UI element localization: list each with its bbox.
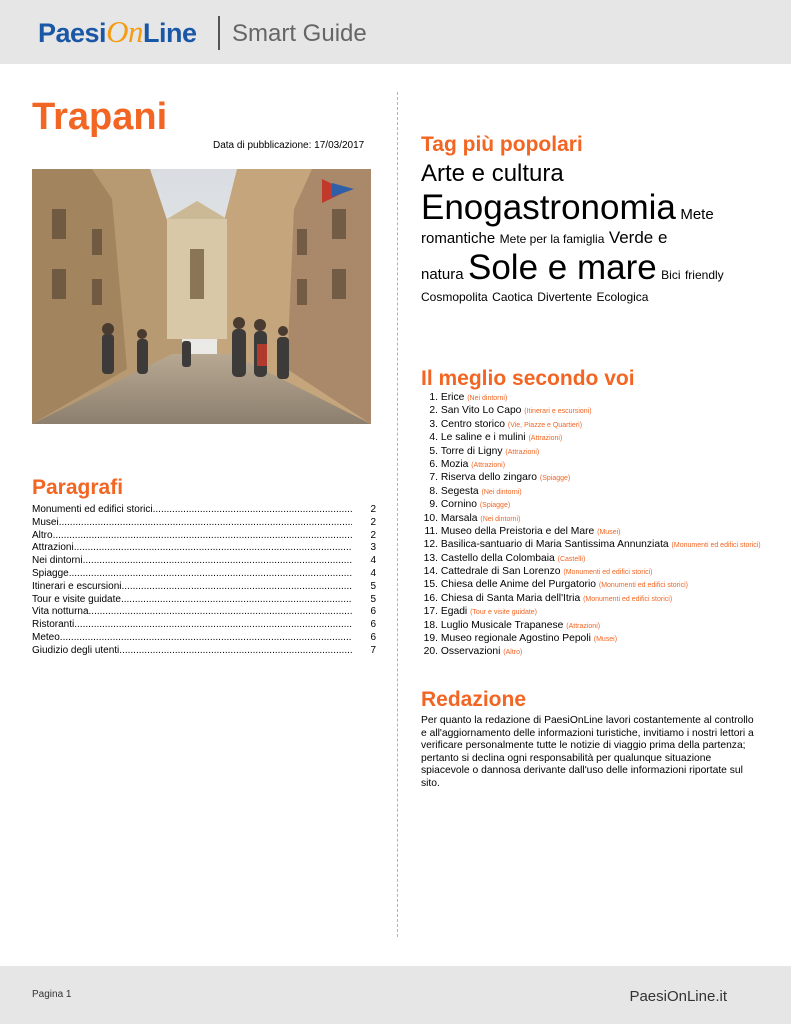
trapani-street-photo xyxy=(32,169,371,424)
toc-label: Tour e visite guidate ..... xyxy=(32,594,352,607)
list-item-number: 20. xyxy=(423,646,438,658)
toc-page: 7 xyxy=(370,644,376,656)
list-item[interactable] xyxy=(421,579,761,591)
list-item-number: 7. xyxy=(429,472,438,484)
list-item-number: 11. xyxy=(424,525,438,537)
list-item-category: (Altro) xyxy=(503,649,523,657)
best-list xyxy=(421,392,761,660)
tag-link[interactable]: Mete per la famiglia xyxy=(499,231,605,246)
list-item-number: 8. xyxy=(429,485,438,497)
redazione-heading: Redazione xyxy=(421,688,527,711)
list-item-name: Erice xyxy=(440,392,465,403)
list-item[interactable] xyxy=(421,486,761,498)
list-item-category: (Nei dintorni) xyxy=(481,488,522,496)
toc-row[interactable] xyxy=(32,517,376,530)
list-item-category: (Nei dintorni) xyxy=(480,515,521,523)
page-number: Pagina 1 xyxy=(32,989,72,1000)
list-item-category: (Itinerari e escursioni) xyxy=(524,408,592,416)
site-link[interactable]: PaesiOnLine.it xyxy=(629,988,727,1005)
publication-date: Data di pubblicazione: 17/03/2017 xyxy=(213,140,365,151)
list-item-name: Centro storico xyxy=(440,418,505,430)
paragrafi-heading: Paragrafi xyxy=(32,476,124,499)
toc-label: Spiagge ..... xyxy=(32,568,352,581)
tags-heading: Tag più popolari xyxy=(421,133,583,156)
tag-link[interactable]: Divertente xyxy=(537,290,592,305)
column-divider xyxy=(397,92,398,937)
list-item-category: (Monumenti ed edifici storici) xyxy=(598,582,688,590)
tag-link[interactable]: Sole e mare xyxy=(468,248,657,288)
toc-page: 2 xyxy=(370,529,376,541)
list-item-name: Luglio Musicale Trapanese xyxy=(440,619,564,631)
toc-label: Itinerari e escursioni ..... xyxy=(32,581,352,594)
list-item-number: 18. xyxy=(423,619,438,631)
list-item[interactable] xyxy=(421,526,761,538)
list-item-name: Egadi xyxy=(440,606,468,618)
logo-text-paesi: Paesi xyxy=(38,18,107,48)
list-item-name: Museo regionale Agostino Pepoli xyxy=(440,633,591,645)
toc-label: Vita notturna ..... xyxy=(32,606,352,619)
toc-row[interactable] xyxy=(32,632,376,645)
list-item-number: 4. xyxy=(429,432,438,444)
tag-link[interactable]: Cosmopolita xyxy=(421,290,488,305)
toc-row[interactable] xyxy=(32,606,376,619)
list-item-name: Cattedrale di San Lorenzo xyxy=(440,566,561,578)
tag-link[interactable]: Enogastronomia xyxy=(421,187,676,227)
list-item-name: Torre di Ligny xyxy=(440,445,503,457)
list-item-number: 3. xyxy=(429,418,438,430)
list-item[interactable] xyxy=(421,459,761,471)
toc-label: Giudizio degli utenti ..... xyxy=(32,645,352,658)
list-item-name: Marsala xyxy=(440,512,478,524)
list-item-category: (Nei dintorni) xyxy=(467,395,508,402)
list-item-number: 19. xyxy=(423,633,438,645)
list-item-number: 16. xyxy=(423,592,438,604)
list-item-name: Chiesa di Santa Maria dell'Itria xyxy=(440,592,581,604)
logo-text-on: On xyxy=(106,14,143,49)
list-item-name: Mozia xyxy=(440,458,469,470)
list-item[interactable] xyxy=(421,606,761,618)
list-item-category: (Attrazioni) xyxy=(505,448,540,456)
header-separator xyxy=(218,16,220,50)
list-item-category: (Attrazioni) xyxy=(566,622,601,630)
tag-link[interactable]: Verde e xyxy=(608,227,668,247)
list-item-category: (Spiagge) xyxy=(479,502,511,510)
toc-label: Attrazioni ..... xyxy=(32,542,352,555)
list-item-name: Osservazioni xyxy=(440,646,501,658)
list-item-number: 13. xyxy=(423,552,438,564)
tag-link[interactable]: natura xyxy=(421,266,464,284)
page-title: Trapani xyxy=(32,96,168,138)
toc-page: 6 xyxy=(370,619,376,631)
list-item-category: (Musei) xyxy=(597,528,621,536)
list-item-category: (Attrazioni) xyxy=(471,461,506,469)
list-item-number: 10. xyxy=(423,512,438,524)
tag-link[interactable]: Ecologica xyxy=(596,290,649,305)
toc-label: Musei ..... xyxy=(32,517,352,530)
toc-label: Meteo ..... xyxy=(32,632,352,645)
tag-cloud xyxy=(421,160,751,307)
list-item-name: Museo della Preistoria e del Mare xyxy=(440,525,595,537)
list-item[interactable] xyxy=(421,499,761,511)
list-item-category: (Castelli) xyxy=(557,555,586,563)
list-item[interactable] xyxy=(421,553,761,565)
toc-page: 4 xyxy=(370,567,376,579)
list-item-number: 15. xyxy=(423,579,438,591)
list-item[interactable] xyxy=(421,513,761,525)
toc-row[interactable] xyxy=(32,504,376,517)
toc-row[interactable] xyxy=(32,645,376,658)
list-item[interactable] xyxy=(421,432,761,444)
toc-row[interactable] xyxy=(32,568,376,581)
list-item-name: Segesta xyxy=(440,485,479,497)
list-item[interactable] xyxy=(421,633,761,645)
list-item-number: 9. xyxy=(429,499,438,511)
toc-page: 5 xyxy=(370,593,376,605)
list-item-number: 12. xyxy=(423,539,438,551)
toc-label: Ristoranti ..... xyxy=(32,619,352,632)
list-item-name: Castello della Colombaia xyxy=(440,552,555,564)
list-item-category: (Spiagge) xyxy=(539,475,571,483)
toc-row[interactable] xyxy=(32,555,376,568)
list-item[interactable] xyxy=(421,646,761,658)
list-item[interactable] xyxy=(421,419,761,431)
tag-link[interactable]: romantiche xyxy=(421,229,496,247)
toc-page: 2 xyxy=(370,504,376,515)
list-item-category: (Monumenti ed edifici storici) xyxy=(563,569,653,577)
list-item-category: (Attrazioni) xyxy=(528,435,563,443)
toc-page: 3 xyxy=(370,542,376,554)
list-item-category: (Tour e visite guidate) xyxy=(470,609,538,617)
list-item[interactable] xyxy=(421,446,761,458)
table-of-contents xyxy=(32,504,376,658)
toc-row[interactable] xyxy=(32,581,376,594)
list-item[interactable] xyxy=(421,539,761,551)
tag-link[interactable]: Mete xyxy=(680,205,714,223)
toc-page: 2 xyxy=(370,516,376,528)
toc-page: 6 xyxy=(370,631,376,643)
list-item-name: Le saline e i mulini xyxy=(440,432,526,444)
list-item[interactable] xyxy=(421,620,761,632)
toc-row[interactable] xyxy=(32,530,376,543)
list-item-name: Basilica-santuario di Maria Santissima Annunziata xyxy=(440,539,669,551)
toc-page: 6 xyxy=(370,606,376,618)
list-item-name: San Vito Lo Capo xyxy=(440,405,522,417)
toc-label: Altro ..... xyxy=(32,530,352,543)
list-item-number: 14. xyxy=(423,566,438,578)
list-item[interactable] xyxy=(421,472,761,484)
tag-link[interactable]: friendly xyxy=(684,268,724,283)
header-band xyxy=(0,0,791,64)
list-item[interactable] xyxy=(421,566,761,578)
redazione-text: Per quanto la redazione di PaesiOnLine lavori costantemente al controllo e all'aggiornamento delle informazioni turistiche, invitiamo i nostri lettori a verificare personalmente tutte le notizie di viaggio prima della partenza; pertanto si declina ogni responsabilità per qualunque situazione spiacevole o dannosa derivante dall'uso delle informazioni riportate sul sito. xyxy=(421,715,754,789)
list-item[interactable] xyxy=(421,405,761,417)
toc-row[interactable] xyxy=(32,542,376,555)
paesionline-logo[interactable] xyxy=(38,14,203,54)
list-item-category: (Monumenti ed edifici storici) xyxy=(583,595,673,603)
list-item-category: (Vie, Piazze e Quartieri) xyxy=(507,421,583,429)
list-item-number: 2. xyxy=(429,405,438,417)
header-subtitle: Smart Guide xyxy=(232,20,367,47)
tag-link[interactable]: Bici xyxy=(661,268,681,283)
list-item[interactable] xyxy=(421,593,761,605)
list-item[interactable] xyxy=(421,392,761,404)
toc-label: Monumenti ed edifici storici ..... xyxy=(32,504,352,517)
toc-label: Nei dintorni ..... xyxy=(32,555,352,568)
list-item-number: 17. xyxy=(423,606,438,618)
tag-link[interactable]: Caotica xyxy=(492,290,533,305)
best-heading: Il meglio secondo voi xyxy=(421,367,635,390)
list-item-number: 5. xyxy=(429,445,438,457)
list-item-name: Chiesa delle Anime del Purgatorio xyxy=(440,579,596,591)
list-item-category: (Musei) xyxy=(593,636,618,644)
toc-row[interactable] xyxy=(32,619,376,632)
list-item-number: 1. xyxy=(429,392,438,403)
toc-page: 5 xyxy=(370,580,376,592)
list-item-number: 6. xyxy=(429,458,438,470)
toc-page: 4 xyxy=(370,555,376,567)
tag-link[interactable]: Arte e cultura xyxy=(421,160,564,187)
list-item-name: Riserva dello zingaro xyxy=(440,472,538,484)
toc-row[interactable] xyxy=(32,594,376,607)
logo-text-line: Line xyxy=(142,18,197,48)
list-item-name: Cornino xyxy=(440,499,477,511)
list-item-category: (Monumenti ed edifici storici) xyxy=(671,542,761,550)
